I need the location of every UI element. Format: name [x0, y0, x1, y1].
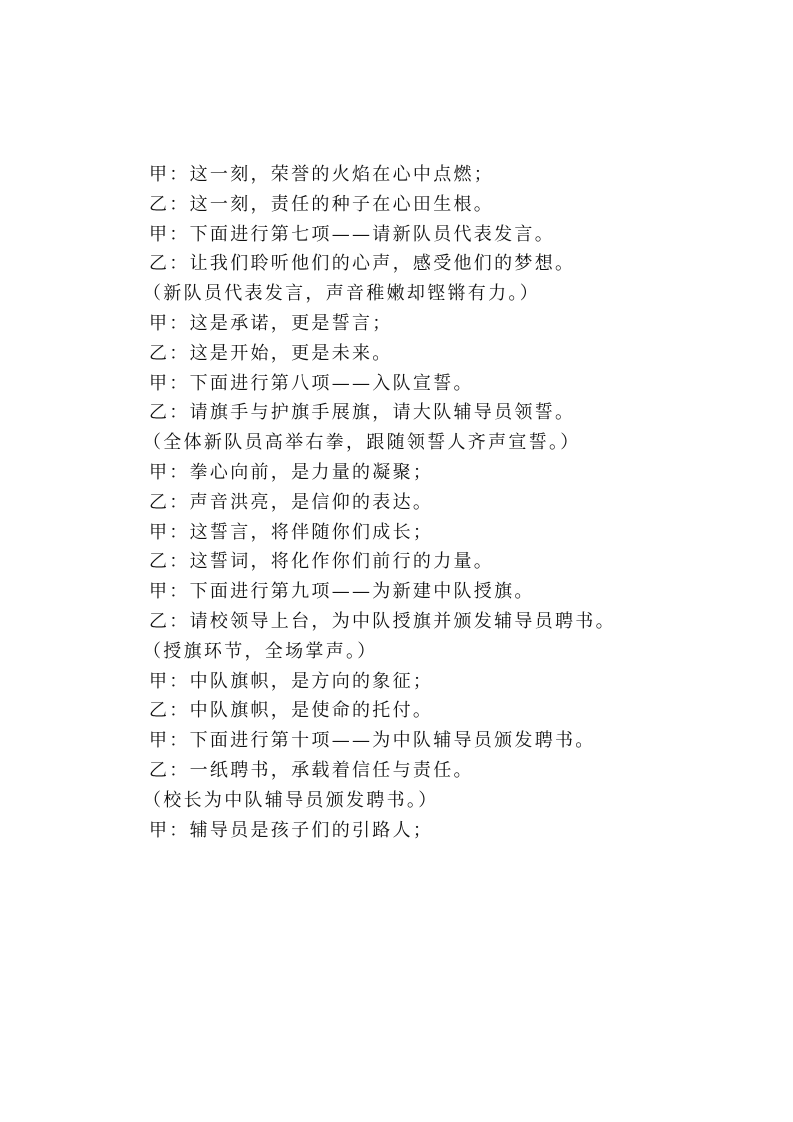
script-line: 甲：下面进行第八项——入队宣誓。	[149, 372, 474, 394]
script-line: 甲：这一刻，荣誉的火焰在心中点燃；	[149, 164, 495, 185]
script-line: 甲：下面进行第七项——请新队员代表发言。	[149, 223, 555, 245]
script-line: 甲：下面进行第九项——为新建中队授旗。	[149, 581, 535, 603]
script-line: 乙：这一刻，责任的种子在心田生根。	[149, 193, 495, 215]
script-line: 乙：请旗手与护旗手展旗，请大队辅导员领誓。	[149, 402, 576, 424]
script-line: 乙：一纸聘书，承载着信任与责任。	[149, 759, 474, 781]
script-line: 乙：声音洪亮，是信仰的表达。	[149, 491, 434, 513]
stage-direction: （授旗环节，全场掌声。）	[143, 640, 378, 662]
script-line: 乙：请校领导上台，为中队授旗并颁发辅导员聘书。	[149, 610, 616, 632]
stage-direction: （全体新队员高举右拳，跟随领誓人齐声宣誓。）	[143, 432, 581, 454]
stage-direction: （校长为中队辅导员颁发聘书。）	[143, 789, 439, 811]
script-line: 甲：拳心向前，是力量的凝聚；	[149, 461, 434, 483]
script-line: 甲：辅导员是孩子们的引路人；	[149, 819, 434, 841]
script-line: 甲：这誓言，将伴随你们成长；	[149, 521, 434, 543]
script-line: 乙：让我们聆听他们的心声，感受他们的梦想。	[149, 253, 576, 275]
script-line: 乙：中队旗帜，是使命的托付。	[149, 700, 434, 722]
script-line: 乙：这誓词，将化作你们前行的力量。	[149, 551, 495, 573]
script-text	[143, 160, 709, 845]
script-line: 甲：下面进行第十项——为中队辅导员颁发聘书。	[149, 730, 596, 752]
script-line: 甲：中队旗帜，是方向的象征；	[149, 670, 434, 692]
stage-direction: （新队员代表发言，声音稚嫩却铿锵有力。）	[143, 283, 540, 305]
script-line: 乙：这是开始，更是未来。	[149, 342, 393, 364]
script-line: 甲：这是承诺，更是誓言；	[149, 312, 393, 334]
